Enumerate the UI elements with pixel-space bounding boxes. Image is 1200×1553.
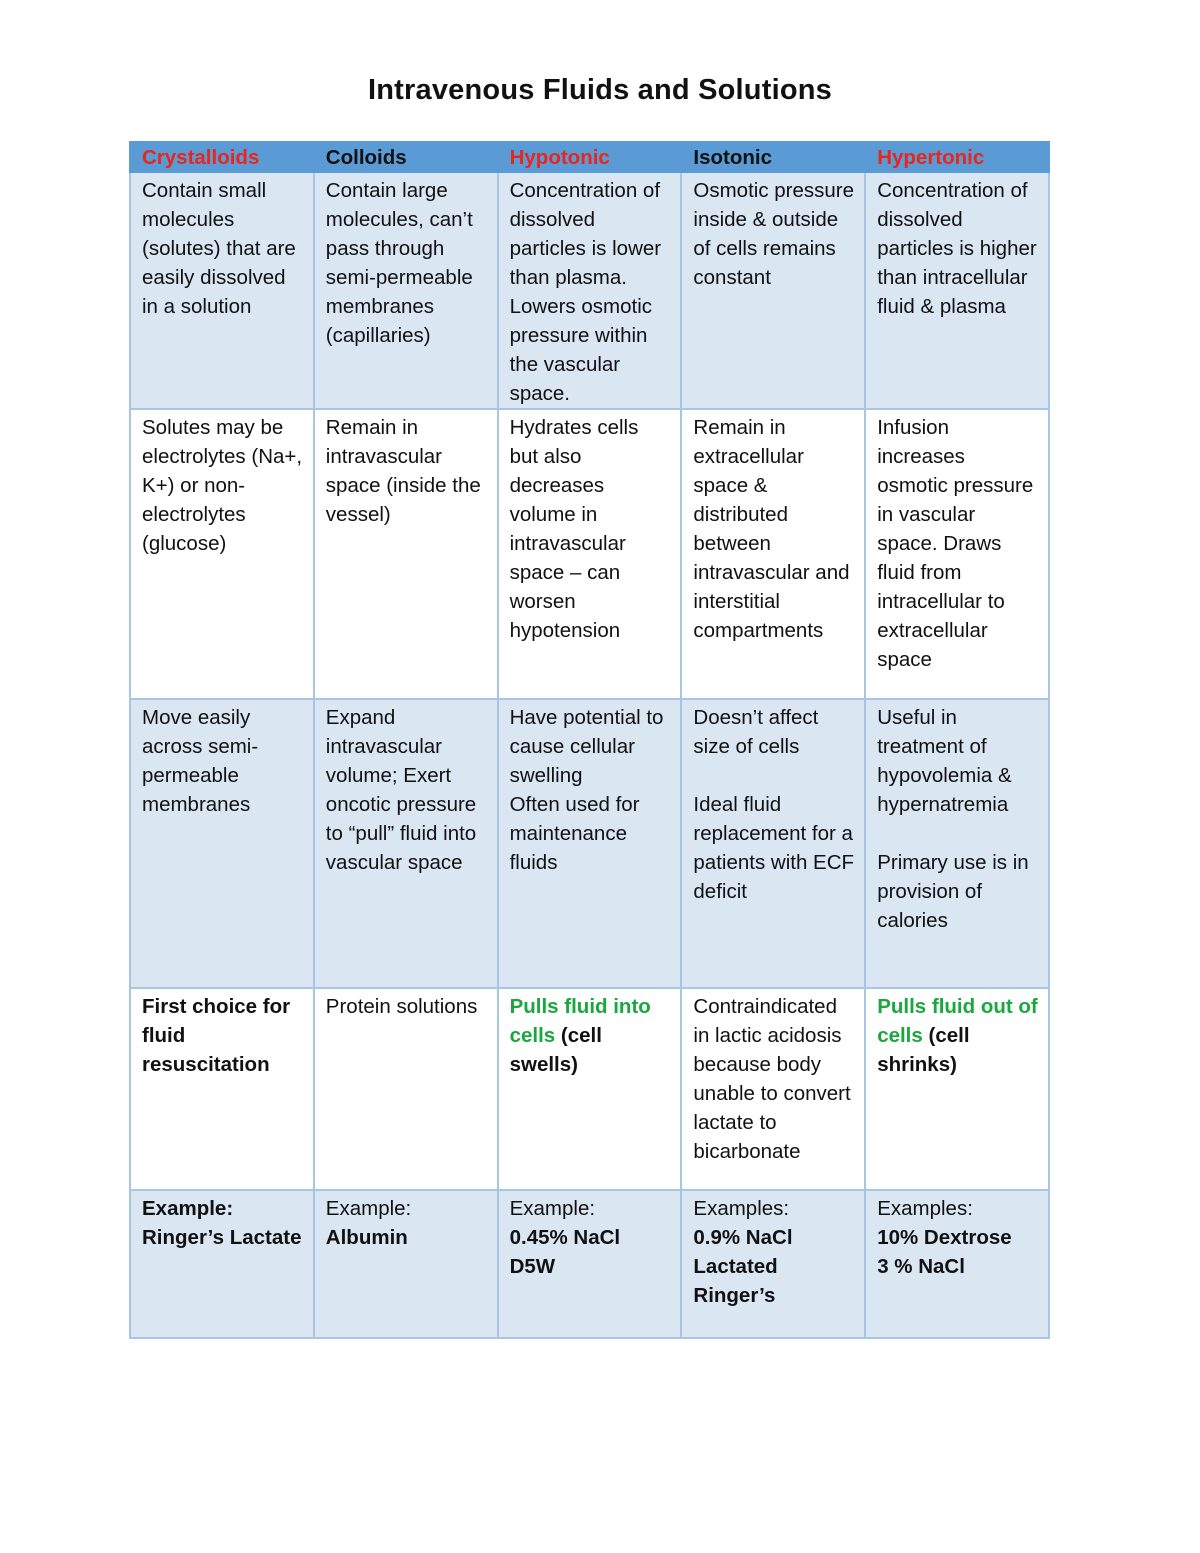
hypotonic-example <box>498 1190 682 1338</box>
example-item: 10% Dextrose <box>877 1226 1012 1249</box>
crystalloids-movement: Move easily across semi-permeable membranes <box>130 699 314 988</box>
isotonic-example <box>681 1190 865 1338</box>
isotonic-distribution: Remain in extracellular space & distributed between intravascular and interstitial compartments <box>681 409 865 699</box>
hypotonic-use-line-2: Often used for maintenance fluids <box>509 793 640 874</box>
isotonic-use <box>681 699 865 988</box>
hypotonic-fluid-shift-note: (cell swells) <box>509 1024 602 1076</box>
hypertonic-fluid-shift <box>865 988 1049 1190</box>
header-colloids: Colloids <box>314 142 498 172</box>
hypotonic-definition: Concentration of dissolved particles is lower than plasma. Lowers osmotic pressure within the vascular space. <box>498 172 682 409</box>
isotonic-use-line-2: Ideal fluid replacement for a patients with ECF deficit <box>693 793 855 903</box>
example-item: 0.45% NaCl <box>509 1226 621 1249</box>
header-hypertonic: Hypertonic <box>865 142 1049 172</box>
crystalloids-example <box>130 1190 314 1338</box>
hypertonic-use <box>865 699 1049 988</box>
isotonic-use-line-1: Doesn’t affect size of cells <box>693 706 819 758</box>
header-crystalloids: Crystalloids <box>130 142 314 172</box>
isotonic-contraindication: Contraindicated in lactic acidosis because body unable to convert lactate to bicarbonate <box>681 988 865 1190</box>
example-item: Ringer’s Lactate <box>142 1226 302 1249</box>
table-row-examples <box>130 1190 1049 1338</box>
header-hypotonic: Hypotonic <box>498 142 682 172</box>
table-row-definition <box>130 172 1049 409</box>
example-item: Albumin <box>325 1226 408 1249</box>
example-item: 0.9% NaCl <box>693 1226 793 1249</box>
colloids-type: Protein solutions <box>314 988 498 1190</box>
header-isotonic: Isotonic <box>681 142 865 172</box>
hypotonic-effect: Hydrates cells but also decreases volume in intravascular space – can worsen hypotension <box>498 409 682 699</box>
hypotonic-use <box>498 699 682 988</box>
colloids-example <box>314 1190 498 1338</box>
crystalloids-solutes: Solutes may be electrolytes (Na+, K+) or non-electrolytes (glucose) <box>130 409 314 699</box>
paragraph-gap <box>693 761 856 790</box>
example-label: Example: <box>509 1197 596 1220</box>
example-label: Examples: <box>693 1197 790 1220</box>
example-label: Example: <box>325 1197 412 1220</box>
hypertonic-effect: Infusion increases osmotic pressure in vascular space. Draws fluid from intracellular to extracellular space <box>865 409 1049 699</box>
table-row-behavior <box>130 409 1049 699</box>
example-label: Example: <box>142 1197 234 1220</box>
example-item: 3 % NaCl <box>877 1255 965 1278</box>
table-header-row <box>130 142 1049 172</box>
table-row-use <box>130 699 1049 988</box>
colloids-location: Remain in intravascular space (inside the vessel) <box>314 409 498 699</box>
hypertonic-fluid-shift-highlight: Pulls fluid out of cells <box>877 995 1038 1047</box>
example-item: D5W <box>509 1255 556 1278</box>
page-title: Intravenous Fluids and Solutions <box>368 74 832 106</box>
crystalloids-first-choice: First choice for fluid resuscitation <box>130 988 314 1190</box>
hypotonic-fluid-shift <box>498 988 682 1190</box>
colloids-volume: Expand intravascular volume; Exert oncotic pressure to “pull” fluid into vascular space <box>314 699 498 988</box>
hypertonic-example <box>865 1190 1049 1338</box>
hypotonic-use-line-1: Have potential to cause cellular swelling <box>509 706 664 787</box>
colloids-definition: Contain large molecules, can’t pass through semi-permeable membranes (capillaries) <box>314 172 498 409</box>
isotonic-definition: Osmotic pressure inside & outside of cells remains constant <box>681 172 865 409</box>
paragraph-gap <box>877 819 1040 848</box>
hypertonic-use-line-2: Primary use is in provision of calories <box>877 851 1029 932</box>
hypertonic-definition: Concentration of dissolved particles is higher than intracellular fluid & plasma <box>865 172 1049 409</box>
hypertonic-fluid-shift-note: (cell shrinks) <box>877 1024 970 1076</box>
hypertonic-use-line-1: Useful in treatment of hypovolemia & hypernatremia <box>877 706 1012 816</box>
table-row-notes <box>130 988 1049 1190</box>
example-label: Examples: <box>877 1197 973 1220</box>
iv-fluids-table <box>129 141 1050 1339</box>
hypotonic-fluid-shift-highlight: Pulls fluid into cells <box>509 995 651 1047</box>
crystalloids-definition: Contain small molecules (solutes) that are easily dissolved in a solution <box>130 172 314 409</box>
example-item: Lactated Ringer’s <box>693 1255 778 1307</box>
